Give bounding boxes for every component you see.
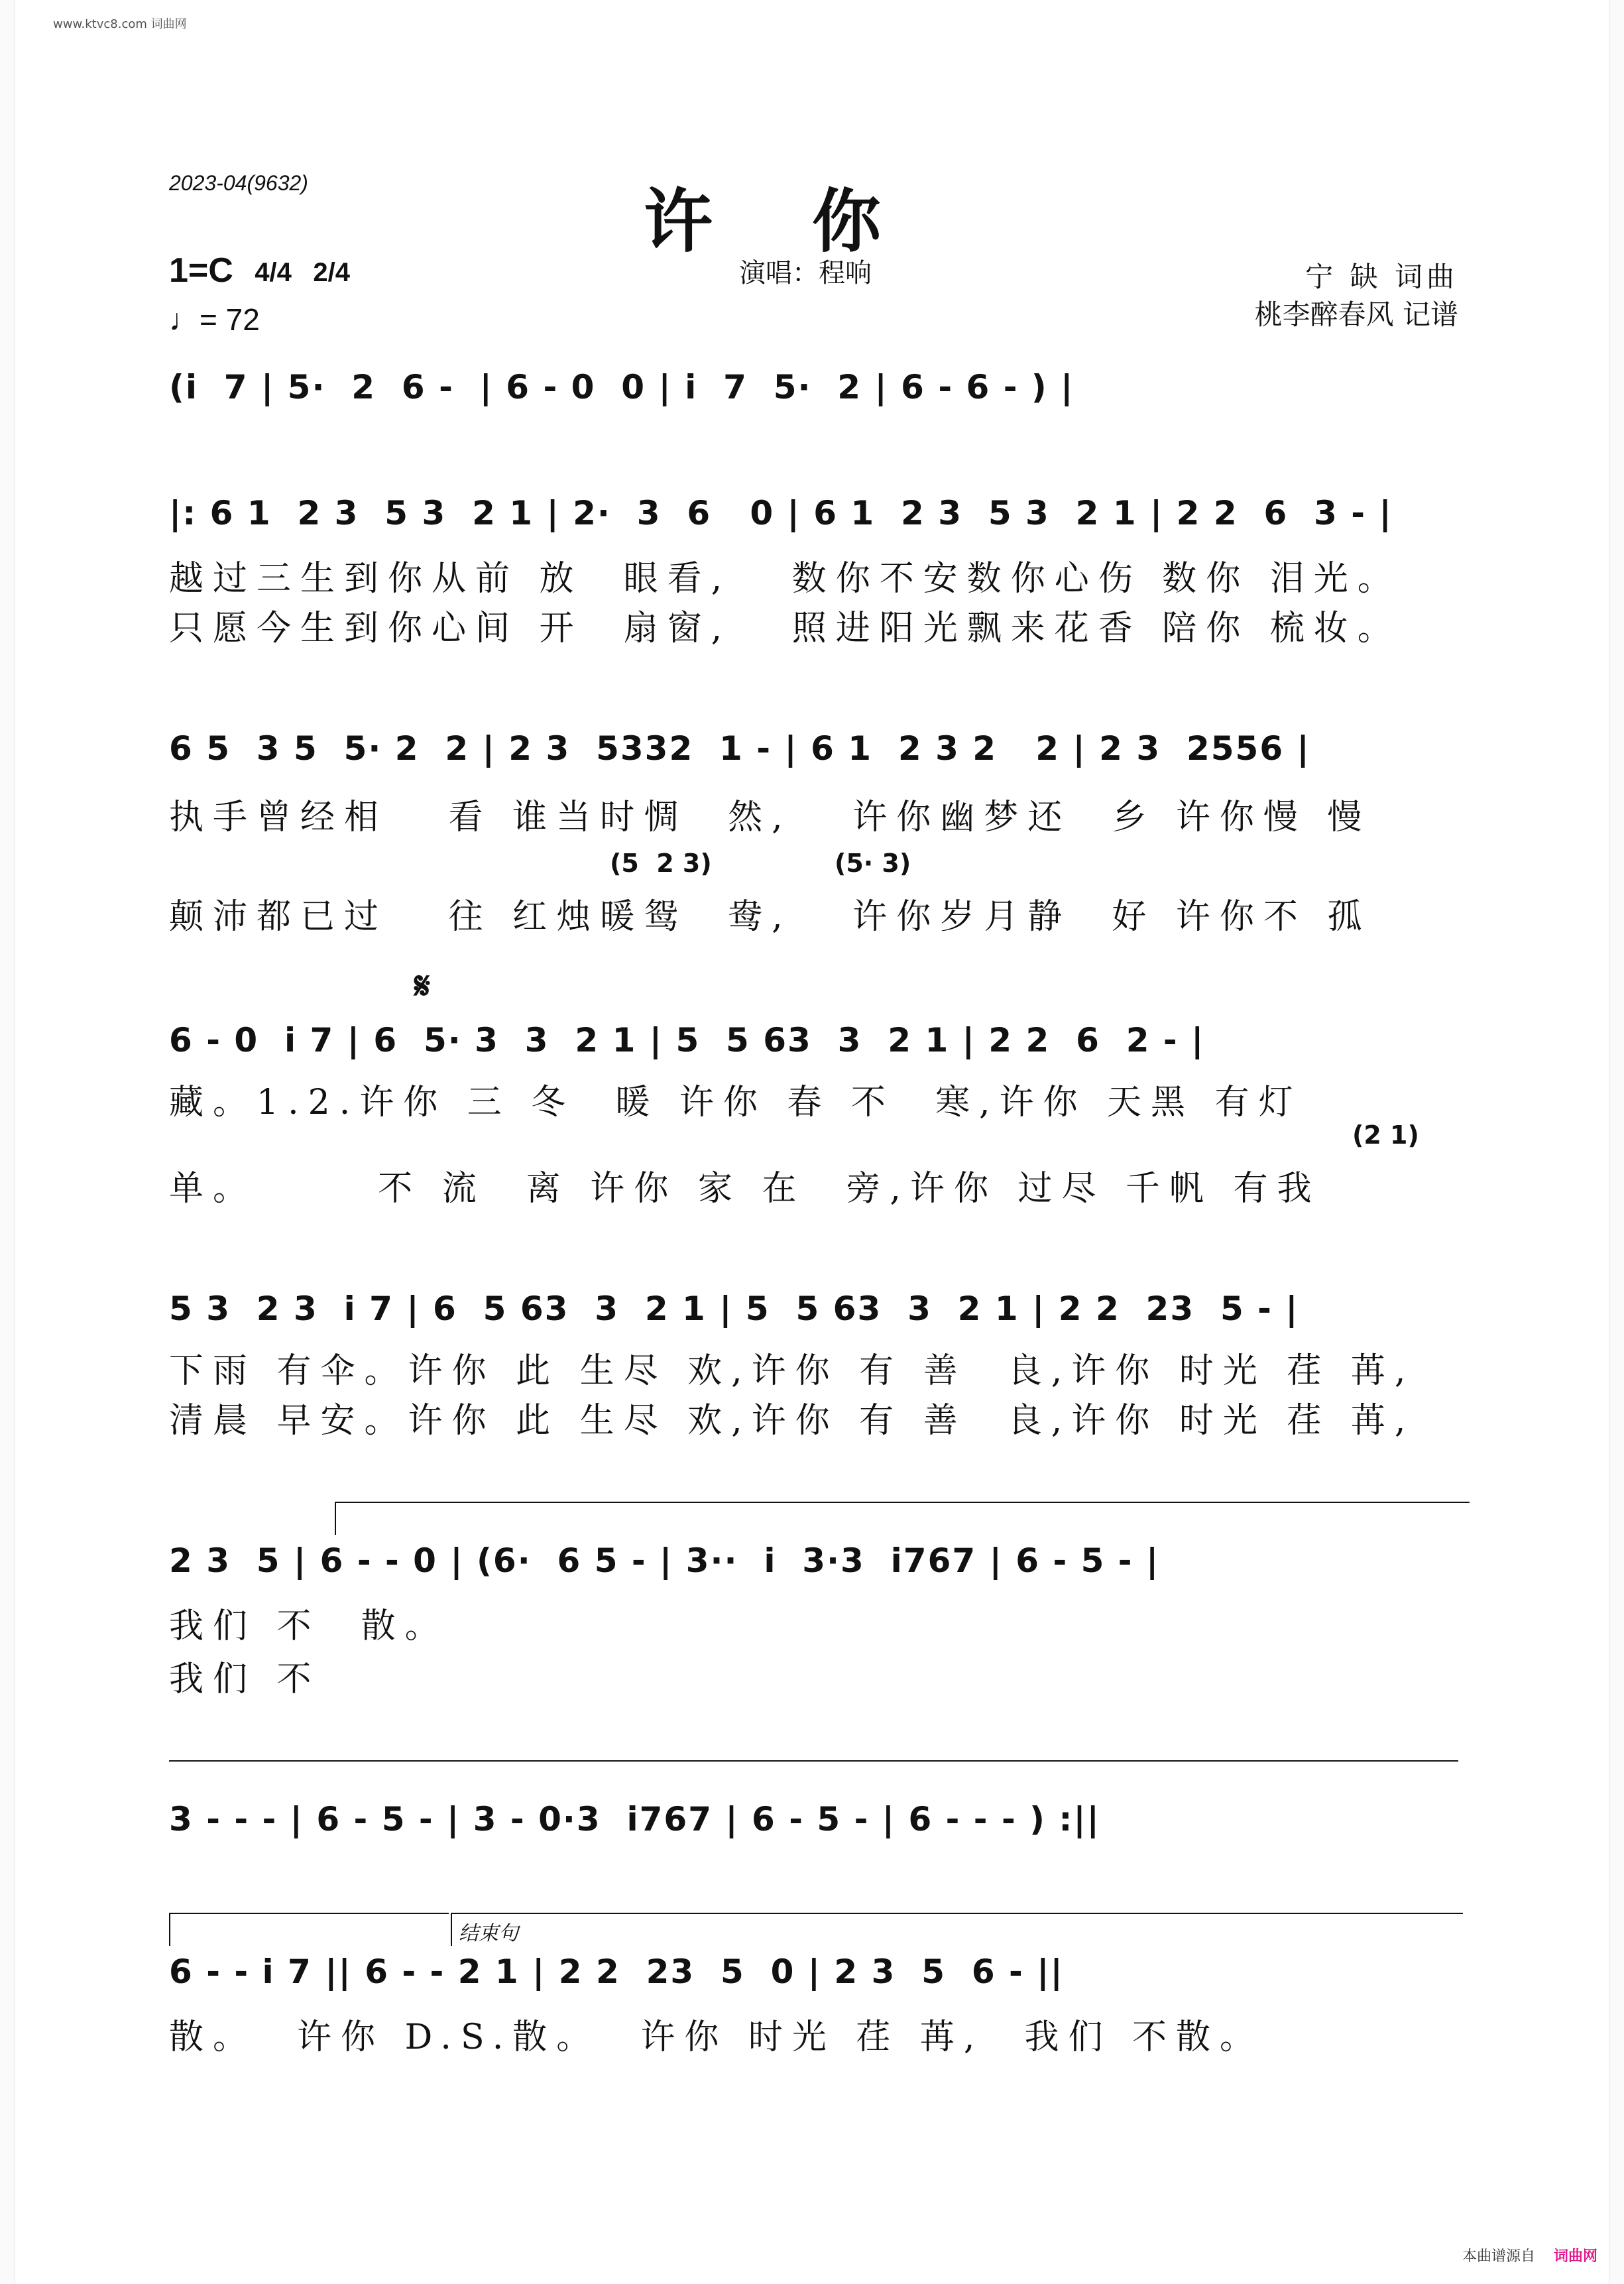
score-line-5-notes: 2 3 5 | 6 - - 0 | (6· 6 5 - | 3·· i 3·3 i767 | 6 - 5 - | bbox=[169, 1541, 1160, 1580]
meta-code: 2023-04(9632) bbox=[169, 171, 308, 195]
source-watermark: www.ktvc8.com 词曲网 bbox=[53, 17, 187, 31]
score-line-3-alt-notes: (2 1) bbox=[1352, 1120, 1419, 1150]
score-line-2-lyric-verse2: 颠沛都已过 往 红烛暖鸳 鸯, 许你岁月静 好 许你不 孤 bbox=[169, 897, 1371, 937]
volta-bracket-2 bbox=[169, 1913, 449, 1946]
score-line-2-notes: 6 5 3 5 5· 2 2 | 2 3 5332 1 - | 6 1 2 3 2 2 | 2 3 2556 | bbox=[169, 729, 1310, 768]
score-line-4-lyric-verse2: 清晨 早安。许你 此 生尽 欢,许你 有 善 良,许你 时光 荏 苒, bbox=[169, 1401, 1415, 1441]
key-signature bbox=[169, 251, 350, 290]
song-title: 许你 bbox=[643, 180, 980, 262]
score-line-2-lyric-verse1: 执手曾经相 看 谁当时惆 然, 许你幽梦还 乡 许你慢 慢 bbox=[169, 798, 1371, 837]
score-line-6-top-rule bbox=[169, 1760, 1458, 1762]
score-line-1-lyric-verse1: 越过三生到你从前 放 眼看, 数你不安数你心伤 数你 泪光。 bbox=[169, 559, 1401, 599]
score-line-3-lyric-verse1: 藏。1.2.许你 三 冬 暖 许你 春 不 寒,许你 天黑 有灯 bbox=[169, 1083, 1303, 1122]
score-line-3-lyric-verse2: 单。 不 流 离 许你 家 在 旁,许你 过尽 千帆 有我 bbox=[169, 1169, 1321, 1209]
page-footer bbox=[1462, 2245, 1597, 2265]
time-signature-1: 4/4 bbox=[255, 258, 292, 288]
time-signature-2: 2/4 bbox=[313, 258, 350, 288]
score-line-7-notes: 6 - - i 7 || 6 - - 2 1 | 2 2 23 5 0 | 2 3 5 6 - || bbox=[169, 1953, 1064, 1991]
left-margin-strip bbox=[0, 0, 15, 2284]
score-line-1-notes: |: 6 1 2 3 5 3 2 1 | 2· 3 6 0 | 6 1 2 3 5 3 2 1 | 2 2 6 3 - | bbox=[169, 494, 1393, 532]
segno-sign: 𝄋 bbox=[414, 965, 431, 1008]
lyricist-composer-credit: 宁 缺 词曲 bbox=[1305, 261, 1458, 293]
ending-bracket: 结束句 bbox=[451, 1913, 1463, 1946]
key-label: 1=C bbox=[169, 251, 233, 290]
footer-site-label: 词曲网 bbox=[1553, 2248, 1597, 2265]
singer-credit: 演唱：程响 bbox=[739, 258, 872, 288]
transcriber-credit: 桃李醉春风 记谱 bbox=[1254, 298, 1458, 331]
score-line-4-notes: 5 3 2 3 i 7 | 6 5 63 3 2 1 | 5 5 63 3 2 1 | 2 2 23 5 - | bbox=[169, 1290, 1299, 1328]
score-line-7-lyric: 散。 许你 D.S.散。 许你 时光 荏 苒, 我们 不散。 bbox=[169, 2017, 1264, 2057]
score-line-4-lyric-verse1: 下雨 有伞。许你 此 生尽 欢,许你 有 善 良,许你 时光 荏 苒, bbox=[169, 1351, 1415, 1391]
score-line-2-alt-notes: (5 2 3) (5· 3) bbox=[610, 849, 911, 878]
score-line-3-notes: 6 - 0 i 7 | 6 5· 3 3 2 1 | 5 5 63 3 2 1 | 2 2 6 2 - | bbox=[169, 1021, 1205, 1059]
score-line-1-lyric-verse2: 只愿今生到你心间 开 扇窗, 照进阳光飘来花香 陪你 梳妆。 bbox=[169, 609, 1401, 648]
score-line-5-lyric-verse2: 我们 不 bbox=[169, 1659, 321, 1699]
score-line-6-notes: 3 - - - | 6 - 5 - | 3 - 0·3 i767 | 6 - 5 - | 6 - - - ) :|| bbox=[169, 1800, 1100, 1838]
volta-bracket-1 bbox=[335, 1502, 1470, 1535]
tempo-mark: ♩= 72 bbox=[169, 302, 260, 337]
score-intro-line: (i 7 | 5· 2 6 - | 6 - 0 0 | i 7 5· 2 | 6 - 6 - ) | bbox=[169, 368, 1074, 406]
right-margin-strip bbox=[1609, 0, 1624, 2284]
score-line-5-lyric-verse1: 我们 不 散。 bbox=[169, 1606, 449, 1646]
footer-source-label: 本曲谱源自 bbox=[1462, 2248, 1535, 2265]
